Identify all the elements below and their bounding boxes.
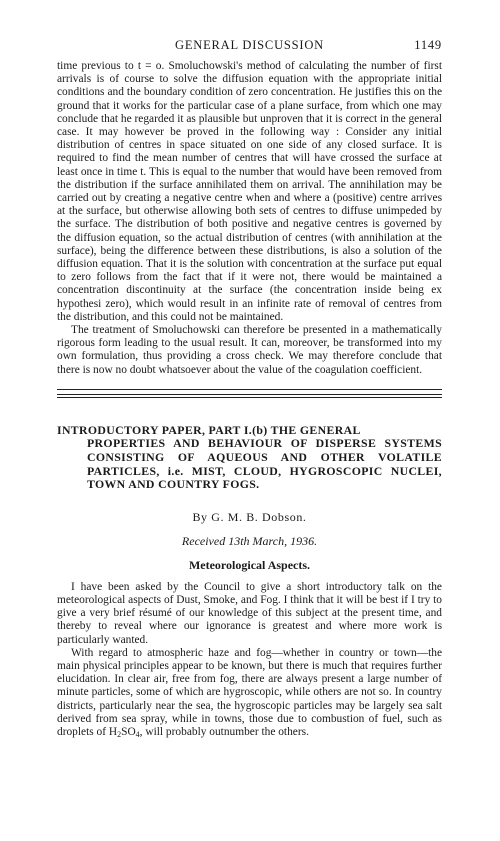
closing-paragraph: The treatment of Smoluchowski can therefore be presented in a mathematically rigorous form leading to the usual result. It can, moreover, be transformed into my own formulation, thus providing a cross check. We may therefore conclude that there is now no doubt whatsoever about the value of the coagulation coefficient. xyxy=(57,324,442,376)
section-divider-rule xyxy=(57,397,442,398)
journal-page xyxy=(57,38,442,741)
author-byline: By G. M. B. Dobson. xyxy=(192,509,307,524)
paper-title-line-1: INTRODUCTORY PAPER, PART I.(b) THE GENERAL xyxy=(57,422,361,437)
formula-so: SO xyxy=(121,726,136,739)
continuation-paragraph: time previous to t = o. Smoluchowski's method of calculating the number of first arrivals is of course to solve the diffusion equation with the appropriate initial conditions and the boundary condition of zero concentration. He justifies this on the ground that it works for the particular case of a plane surface, from which one may conclude that he regarded it as plausible but unproven that it is correct in the general case. It may however be proved in the following way : Consider any initial distribution of centres in space situated on one side of any closed surface. It is required to find the mean number of centres that will have crossed the surface at least once in time t. This is equal to the number that would have been removed from the distribution if the surface annihilated them on arrival. The annihilation may be carried out by creating a negative centre when and where a (positive) centre arrives at the surface, but otherwise allowing both sets of centres to diffuse unimpeded by the surface. The distribution of both positive and negative centres is governed by the diffusion equation, so the actual distribution of centres (with annihilation at the surface), being the difference between these distributions, is also a solution of the diffusion equation. That it is the solution with concentration at the surface put equal to zero follows from the fact that if it were not, there would be maintained a concentration discontinuity at the surface (the concentration inside being ex hypothesi zero), which would result in an infinite rate of removal of centres from the distribution, and this could not be maintained. xyxy=(57,60,442,323)
running-title: GENERAL DISCUSSION xyxy=(175,38,325,52)
section-heading: Meteorological Aspects. xyxy=(188,557,311,572)
body-paragraph-2-end: , will probably outnumber the others. xyxy=(139,726,309,739)
paper-title xyxy=(57,424,442,492)
received-date: Received 13th March, 1936. xyxy=(181,533,318,548)
body-paragraph-2-text: With regard to atmospheric haze and fog—whether in country or town—the main physical principles appear to be known, but there is much that requires further elucidation. In clear air, free from fog, there are always present a large number of minute particles, some of which are hygroscopic, while others are not so. In country districts, particularly near the sea, the hygroscopic particles may be largely sea salt derived from sea spray, while in towns, those due to combustion of fuel, such as droplets of H xyxy=(57,646,442,739)
paper-title-continuation: PROPERTIES AND BEHAVIOUR OF DISPERSE SYSTEMS CONSISTING OF AQUEOUS AND OTHER VOLATILE PARTICLES, i.e. MIST, CLOUD, HYGROSCOPIC NUCLEI, TOWN AND COUNTRY FOGS. xyxy=(87,436,442,492)
subscript-2: 2 xyxy=(117,730,122,740)
running-header xyxy=(57,38,442,60)
body-paragraph-1: I have been asked by the Council to give a short introductory talk on the meteorological aspects of Dust, Smoke, and Fog. I think that it will be best if I try to give a very brief résumé of our knowledge of this subject at the present time, and thereby to reveal where our ignorance is greatest and where more work is particularly wanted. xyxy=(57,580,442,646)
page-number: 1149 xyxy=(414,38,442,52)
body-paragraph-2 xyxy=(57,647,442,741)
subscript-4: 4 xyxy=(135,730,140,740)
section-divider-double-rule xyxy=(57,389,442,395)
